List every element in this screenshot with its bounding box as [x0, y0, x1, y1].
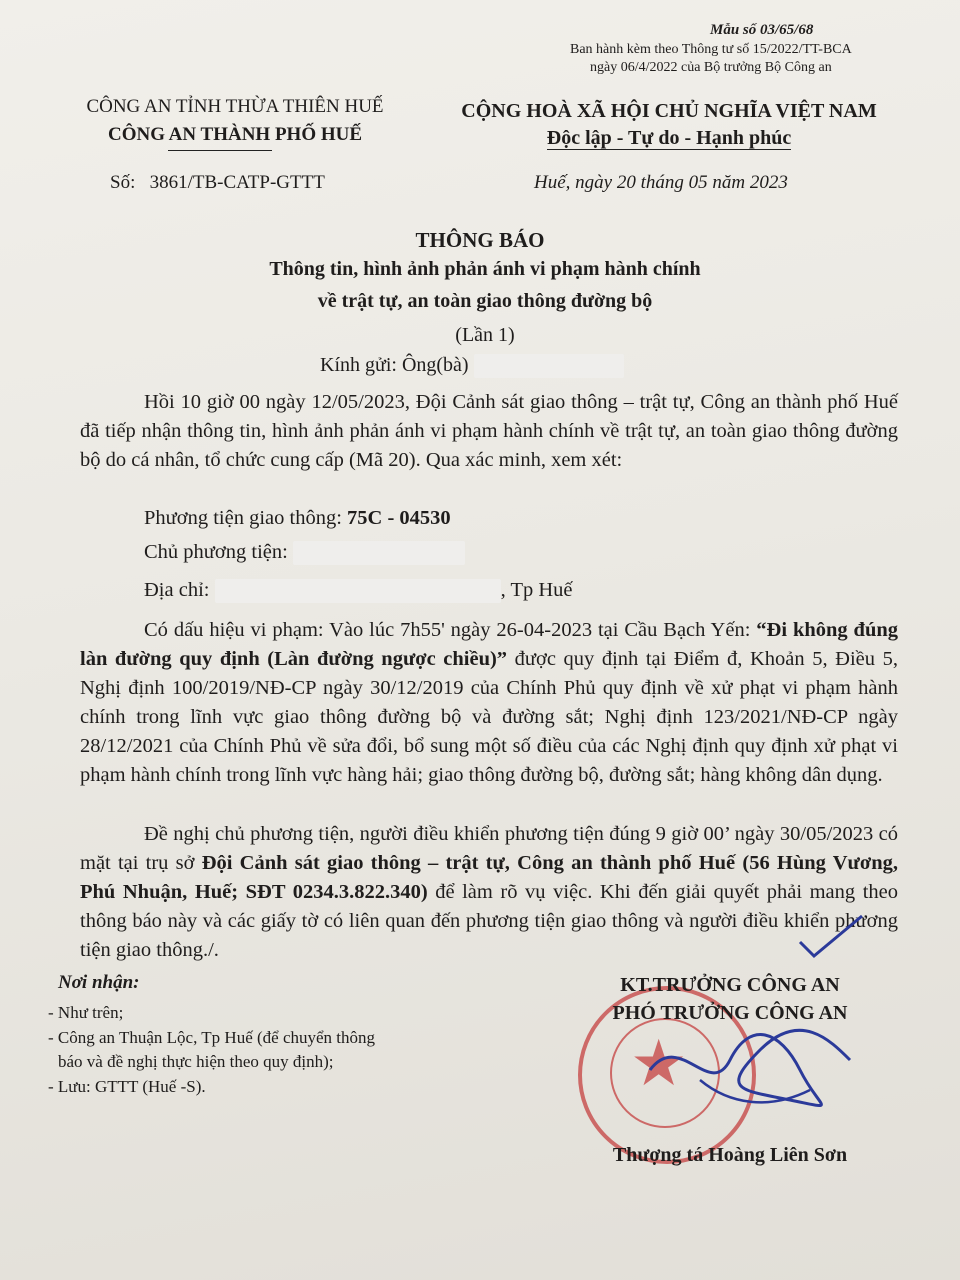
- request-office: Đội Cảnh sát giao thông – trật tự, Công an thành phố Huế (56 Hùng Vương, Phú Nhuận, Huế; SĐT 0234.3.822.340): [80, 852, 898, 903]
- address-label: Địa chỉ:: [144, 579, 215, 601]
- recipient-item-4: - Lưu: GTTT (Huế -S).: [48, 1077, 206, 1096]
- recipient-item-2: - Công an Thuận Lộc, Tp Huế (để chuyển thông: [48, 1028, 376, 1047]
- address-suffix: , Tp Huế: [500, 579, 573, 601]
- intro-paragraph: Hồi 10 giờ 00 ngày 12/05/2023, Đội Cảnh sát giao thông – trật tự, Công an thành phố Huế đã tiếp nhận thông tin, hình ảnh phản ánh vi phạm hành chính về trật tự, an toàn giao thông đường bộ do cá nhân, tổ chức cung cấp (Mã 20). Qua xác minh, xem xét:: [80, 391, 898, 471]
- check-mark-icon: [796, 912, 866, 962]
- redacted-address: [215, 579, 501, 603]
- recipient-line: [320, 354, 624, 378]
- seal-star-icon: ★: [630, 1028, 688, 1099]
- recipient-label: Kính gửi: Ông(bà): [320, 354, 474, 376]
- violation-prefix: Có dấu hiệu vi phạm: Vào lúc 7h55' ngày 26-04-2023 tại Cầu Bạch Yến:: [144, 619, 757, 641]
- owner-label: Chủ phương tiện:: [144, 541, 293, 563]
- vehicle-plate: 75C - 04530: [347, 507, 451, 529]
- national-title: CỘNG HOÀ XÃ HỘI CHỦ NGHĨA VIỆT NAM: [461, 100, 877, 122]
- issuing-agency: CÔNG AN TỈNH THỪA THIÊN HUẾ: [86, 96, 384, 117]
- signature-title-2: PHÓ TRƯỞNG CÔNG AN: [612, 1002, 848, 1024]
- recipient-item-1: - Như trên;: [48, 1003, 124, 1022]
- notice-title: THÔNG BÁO: [415, 228, 545, 252]
- motto-text: Độc lập - Tự do - Hạnh phúc: [546, 127, 792, 149]
- handwritten-signature: [640, 1010, 860, 1130]
- vehicle-line: [144, 507, 451, 530]
- place-and-date: Huế, ngày 20 tháng 05 năm 2023: [534, 172, 788, 193]
- issuing-unit: CÔNG AN THÀNH PHỐ HUẾ: [107, 124, 363, 145]
- form-ref-line1: Ban hành kèm theo Thông tư số 15/2022/TT-BCA: [570, 42, 852, 57]
- address-line: [144, 579, 573, 603]
- vehicle-label: Phương tiện giao thông:: [144, 507, 348, 529]
- redacted-owner-name: [293, 541, 465, 565]
- document-number-value: 3861/TB-CATP-GTTT: [149, 172, 325, 193]
- request-prefix: Đề nghị chủ phương tiện, người điều khiển phương tiện đúng 9 giờ 00’ ngày 30/05/2023 có mặt tại trụ sở: [80, 823, 898, 874]
- request-paragraph: [80, 820, 898, 965]
- violation-description: “Đi không đúng làn đường quy định (Làn đường ngược chiều)”: [80, 619, 898, 670]
- request-rest: để làm rõ vụ việc. Khi đến giải quyết phải mang theo thông báo này và các giấy tờ có liên quan đến phương tiện giao thông và người điều khiển phương tiện giao thông./.: [80, 881, 898, 961]
- violation-legal-basis: được quy định tại Điểm đ, Khoản 5, Điều 5, Nghị định 100/2019/NĐ-CP ngày 30/12/2019 của Chính Phủ quy định về xử phạt vi phạm hành chính trong lĩnh vực giao thông đường bộ và đường sắt; Nghị định 123/2021/NĐ-CP ngày 28/12/2021 của Chính Phủ về sửa đổi, bổ sung một số điều của các Nghị định quy định xử phạt vi phạm hành chính trong lĩnh vực hàng hải; giao thông đường bộ, đường sắt; hàng không dân dụng.: [80, 648, 898, 786]
- notice-subtitle-1: Thông tin, hình ảnh phản ánh vi phạm hành chính: [269, 258, 701, 280]
- signature-title-1: KT.TRƯỞNG CÔNG AN: [620, 974, 840, 996]
- recipients-heading: Nơi nhận:: [58, 972, 140, 993]
- national-motto: [436, 127, 902, 150]
- notice-round: (Lần 1): [455, 324, 515, 346]
- owner-line: [144, 541, 465, 565]
- unit-underline: [168, 150, 272, 151]
- violation-paragraph: [80, 616, 898, 790]
- document-number: [110, 172, 325, 194]
- signer-name: Thượng tá Hoàng Liên Sơn: [612, 1144, 848, 1166]
- form-ref-line2: ngày 06/4/2022 của Bộ trưởng Bộ Công an: [590, 60, 832, 75]
- form-number: Mẫu số 03/65/68: [710, 22, 814, 38]
- redacted-recipient-name: [474, 354, 624, 378]
- recipient-item-3: báo và đề nghị thực hiện theo quy định);: [58, 1052, 334, 1071]
- notice-subtitle-2: về trật tự, an toàn giao thông đường bộ: [317, 290, 653, 312]
- document-number-label: Số:: [110, 172, 136, 193]
